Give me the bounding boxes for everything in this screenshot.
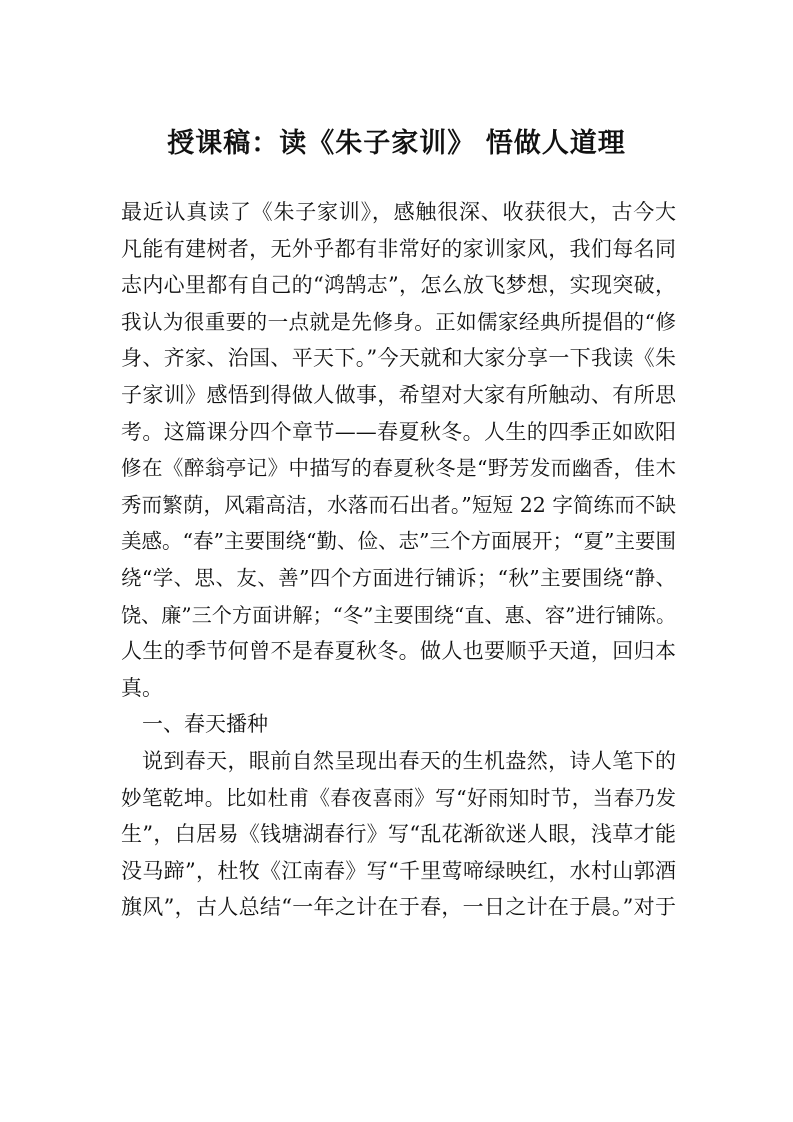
paragraph-line: 身、齐家、治国、平天下。”今天就和大家分享一下我读《朱 bbox=[121, 346, 676, 371]
paragraph-line: 真。 bbox=[121, 675, 163, 700]
section-heading: 一、春天播种 bbox=[142, 712, 268, 737]
page-title: 授课稿：读《朱子家训》 悟做人道理 bbox=[167, 128, 626, 159]
paragraph-line: 说到春天，眼前自然呈现出春天的生机盎然，诗人笔下的 bbox=[142, 748, 676, 773]
paragraph-line: 妙笔乾坤。比如杜甫《春夜喜雨》写“好雨知时节，当春乃发 bbox=[121, 785, 676, 810]
paragraph-line: 生”，白居易《钱塘湖春行》写“乱花渐欲迷人眼，浅草才能 bbox=[121, 822, 676, 847]
paragraph-line: 子家训》感悟到得做人做事，希望对大家有所触动、有所思 bbox=[121, 382, 676, 407]
paragraph-line: 绕“学、思、友、善”四个方面进行铺诉；“秋”主要围绕“静、 bbox=[121, 565, 676, 590]
paragraph-line: 秀而繁荫，风霜高洁，水落而石出者。”短短 22 字简练而不缺 bbox=[121, 492, 676, 517]
paragraph-line: 人生的季节何曾不是春夏秋冬。做人也要顺乎天道，回归本 bbox=[121, 639, 676, 664]
document-body bbox=[121, 194, 676, 926]
paragraph-line: 最近认真读了《朱子家训》，感触很深、收获很大，古今大 bbox=[121, 200, 676, 224]
paragraph-line: 修在《醉翁亭记》中描写的春夏秋冬是“野芳发而幽香，佳木 bbox=[121, 456, 676, 481]
paragraph-line: 旗风”，古人总结“一年之计在于春，一日之计在于晨。”对于 bbox=[121, 895, 676, 920]
paragraph-line: 美感。“春”主要围绕“勤、俭、志”三个方面展开；“夏”主要围 bbox=[121, 529, 676, 554]
paragraph-line: 我认为很重要的一点就是先修身。正如儒家经典所提倡的“修 bbox=[121, 309, 676, 334]
paragraph-line: 考。这篇课分四个章节——春夏秋冬。人生的四季正如欧阳 bbox=[121, 419, 676, 444]
paragraph-line: 志内心里都有自己的“鸿鹄志”，怎么放飞梦想，实现突破， bbox=[121, 273, 676, 298]
paragraph-line: 没马蹄”，杜牧《江南春》写“千里莺啼绿映红，水村山郭酒 bbox=[121, 858, 676, 883]
paragraph-line: 凡能有建树者，无外乎都有非常好的家训家风，我们每名同 bbox=[121, 236, 676, 261]
paragraph-line: 饶、廉”三个方面讲解；“冬”主要围绕“直、惠、容”进行铺陈。 bbox=[121, 602, 676, 627]
